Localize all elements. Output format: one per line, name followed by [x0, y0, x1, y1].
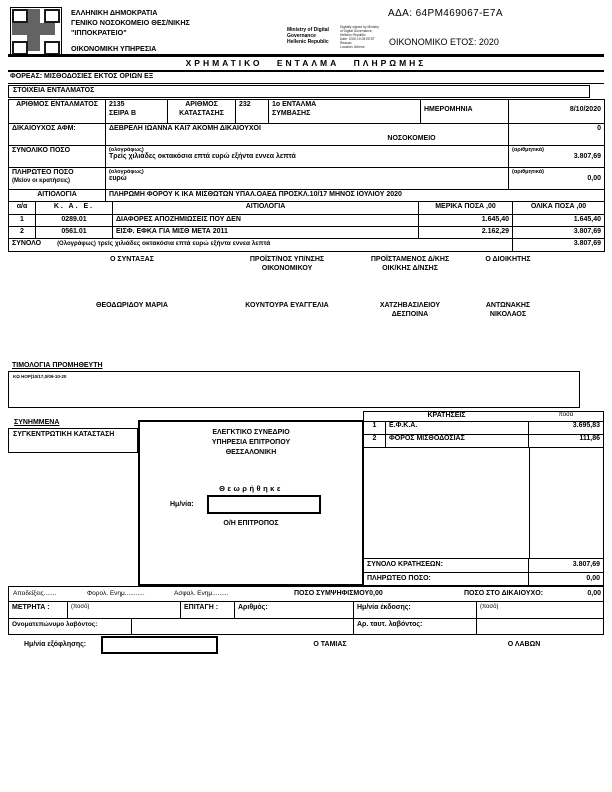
recipient-name-label: Ονοματεπώνυμο λαβόντος:	[9, 619, 132, 634]
withholdings-empty-area	[364, 448, 603, 558]
total-amount-words: Τρείς χιλιάδες οκτακόσια επτά ευρώ εξήντα εννεα λεπτά	[109, 153, 296, 161]
beneficiary-type: ΝΟΣΟΚΟΜΕΙΟ	[387, 135, 436, 142]
signature-role-1: Ο ΣΥΝΤΑΞΑΣ	[110, 256, 154, 263]
court-date-field	[207, 495, 321, 514]
ministry-line-3: Hellenic Republic	[287, 39, 329, 45]
offset-amount	[294, 590, 383, 599]
insurance-clearance-label: Ασφαλ. Ενημ.........	[174, 590, 229, 597]
stamp-line: Hellenic Republic	[340, 32, 366, 37]
statement-number-value: 232	[236, 100, 269, 124]
kae-sum-label: ΣΥΝΟΛΟ	[12, 240, 42, 247]
digital-signature-stamp	[340, 26, 395, 49]
innum-label: (αριθμητικά)	[512, 147, 544, 153]
stamp-line: Date: 2020.10.08 EEST	[340, 36, 375, 41]
offset-value: 0,00	[369, 590, 383, 597]
commissioner-label: Ο/Η ΕΠΙΤΡΟΠΟΣ	[223, 520, 279, 527]
beneficiary-cell	[106, 124, 509, 146]
logo-cross-horizontal-icon	[12, 23, 55, 35]
cashier-label: Ο ΤΑΜΙΑΣ	[313, 641, 347, 648]
payment-summary-row	[9, 587, 603, 602]
contract-order-line2: ΣΥΜΒΑΣΗΣ	[272, 109, 311, 117]
audit-court-box	[138, 420, 364, 586]
withholding-amount: 3.695,83	[529, 422, 603, 435]
stamp-line: of Digital Governance,	[340, 28, 373, 33]
kae-row-total: 3.807,69	[513, 227, 605, 239]
payable-num-cell	[509, 168, 605, 190]
beneficiary-afm: 0	[509, 124, 605, 146]
kae-row-desc: ΕΙΣΦ. ΕΦΚΑ ΓΙΑ ΜΙΣΘ ΜΕΤΑ 2011	[113, 227, 419, 239]
contract-order-cell	[269, 100, 421, 124]
withholdings-payable-label: ΠΛΗΡΩΤΕΟ ΠΟΣΟ:	[364, 573, 529, 586]
kae-header-code: Κ. Α. Ε.	[36, 202, 113, 215]
ministry-stamp-label	[287, 27, 339, 45]
signature-name-3: ΧΑΤΖΗΒΑΣΙΛΕΙΟΥ ΔΕΣΠΟΙΝΑ	[379, 302, 441, 318]
withholdings-table	[363, 411, 604, 586]
total-amount-words-cell	[106, 146, 509, 168]
payable-amount-label: ΠΛΗΡΩΤΕΟ ΠΟΣΟ	[12, 169, 74, 176]
issue-date-field: Ημ/νία έκδοσης:	[354, 602, 477, 618]
approved-label: Θεωρήθηκε	[219, 484, 283, 493]
total-amount-label: ΣΥΝΟΛΙΚΟ ΠΟΣΟ	[9, 146, 106, 168]
ministry-line-2: Governance	[287, 33, 316, 39]
recipient-row	[9, 619, 603, 634]
withholding-amount: 111,86	[529, 435, 603, 448]
innum-label: (αριθμητικά)	[512, 169, 544, 175]
withholdings-title: ΚΡΑΤΗΣΕΙΣ	[364, 412, 529, 422]
withholdings-column-divider	[529, 448, 530, 558]
kae-sum-words: τρείς χιλιάδες οκτακόσια επτά ευρώ εξήντα εννεα λεπτά	[97, 240, 271, 247]
check-label: ΕΠΙΤΑΓΗ :	[181, 602, 235, 618]
court-date-label: Ημ/νία:	[170, 501, 194, 508]
org-name-block	[71, 8, 190, 38]
kae-row-num: 2	[9, 227, 36, 239]
offset-label: ΠΟΣΟ ΣΥΜΨΗΦΙΣΜΟΥ	[294, 590, 370, 597]
recipient-id-label: Αρ. ταυτ. λαβόντος:	[354, 619, 477, 634]
date-label: ΗΜΕΡΟΜΗΝΙΑ	[421, 100, 509, 124]
receiver-label: Ο ΛΑΒΩΝ	[507, 641, 541, 648]
signature-role-4: Ο ΔΙΟΙΚΗΤΗΣ	[485, 256, 531, 263]
settlement-date-label: Ημ/νία εξόφλησης:	[24, 641, 87, 648]
logo-corner-icon	[44, 41, 60, 55]
table-row	[9, 215, 605, 227]
department-label: ΟΙΚΟΝΟΜΙΚΗ ΥΠΗΡΕΣΙΑ	[71, 44, 157, 53]
logo-corner-icon	[44, 9, 60, 23]
beneficiary-name: ΔΕΒΡΕΛΗ ΙΩΑΝΝΑ ΚΑΙ7 ΑΚΟΜΗ ΔΙΚΑΙΟΥΧΟΙ	[109, 125, 261, 132]
signature-name-4: ΑΝΤΩΝΑΚΗΣ ΝΙΚΟΛΑΟΣ	[485, 302, 531, 318]
payable-words-cell	[106, 168, 509, 190]
kae-header-num: α/α	[9, 202, 36, 215]
withholdings-total-label: ΣΥΝΟΛΟ ΚΡΑΤΗΣΕΩΝ:	[364, 559, 529, 573]
section-header-box	[8, 85, 590, 98]
payable-amount-label-cell	[9, 168, 106, 190]
withholdings-total-value: 3.807,69	[529, 559, 603, 573]
title-divider	[8, 70, 604, 72]
kae-row-partial: 2.162,29	[419, 227, 513, 239]
tax-clearance-label: Φορολ. Ενημ...........	[87, 590, 145, 597]
signature-name-2: ΚΟΥΝΤΟΥΡΑ ΕΥΑΓΓΕΛΙΑ	[245, 302, 329, 309]
audit-court-line1: ΕΛΕΓΚΤΙΚΟ ΣΥΝΕΔΡΙΟ	[212, 429, 290, 436]
receipts-label: Αποδείξεις.......	[13, 590, 57, 597]
kae-row-desc: ΔΙΑΦΟΡΕΣ ΑΠΟΖΗΜΙΩΣΕΙΣ ΠΟΥ ΔΕΝ	[113, 215, 419, 227]
audit-court-heading	[140, 422, 362, 458]
recipient-id-field	[477, 619, 603, 634]
cash-label: ΜΕΤΡΗΤΑ :	[9, 602, 68, 618]
signature-name-1: ΘΕΟΔΩΡΙΔΟΥ ΜΑΡΙΑ	[96, 302, 168, 309]
kae-sum-sublabel: (Ολογράφως)	[57, 241, 96, 247]
supplier-invoices-box	[8, 371, 580, 408]
cash-amount-field: (ποσό)	[68, 602, 181, 618]
withholdings-payable-value: 0,00	[586, 575, 600, 582]
table-row	[364, 435, 603, 448]
reason-label: ΑΙΤΙΟΛΟΓΙΑ	[9, 190, 106, 202]
order-number-label: ΑΡΙΘΜΟΣ ΕΝΤΑΛΜΑΤΟΣ	[9, 100, 106, 124]
reason-text: ΠΛΗΡΩΜΗ ΦΟΡΟΥ Κ ΙΚΑ ΜΙΣΘΩΤΩΝ ΥΠΑΛ.ΟΑΕΔ ΠΡΟΣΚΛ.10/17 ΜΗΝΟΣ ΙΟΥΛΙΟΥ 2020	[106, 190, 605, 202]
inwords-label: (ολογράφως)	[109, 169, 144, 175]
logo-corner-icon	[12, 41, 28, 55]
section-header-label: ΣΤΟΙΧΕΙΑ ΕΝΤΑΛΜΑΤΟΣ	[13, 87, 95, 94]
recipient-name-field	[132, 619, 354, 634]
withholding-name: ΦΟΡΟΣ ΜΙΣΘΟΔΟΣΙΑΣ	[386, 435, 529, 448]
org-line-1: ΕΛΛΗΝΙΚΗ ΔΗΜΟΚΡΑΤΙΑ	[71, 8, 158, 17]
org-line-2: ΓΕΝΙΚΟ ΝΟΣΟΚΟΜΕΙΟ ΘΕΣ/ΝΙΚΗΣ	[71, 18, 190, 27]
order-series: ΣΕΙΡΑ Β	[109, 109, 137, 117]
order-number-value: 2135	[109, 101, 125, 108]
withholding-num: 1	[364, 422, 386, 435]
kae-row-num: 1	[9, 215, 36, 227]
to-beneficiary-value: 0,00	[587, 590, 601, 597]
stamp-line: Reason:	[340, 40, 353, 45]
table-row	[364, 422, 603, 435]
kae-header-total: ΟΛΙΚΑ ΠΟΣΑ ,00	[513, 202, 605, 215]
payable-amount-words: ευρώ	[109, 175, 127, 183]
to-beneficiary-amount	[464, 590, 601, 599]
table-row	[9, 227, 605, 239]
kae-row-total: 1.645,40	[513, 215, 605, 227]
order-number-cell	[106, 100, 168, 124]
kae-table	[8, 201, 605, 252]
check-amount-field: (ποσό)	[480, 604, 499, 610]
kae-row-partial: 1.645,40	[419, 215, 513, 227]
withholdings-amount-header: ποσά	[529, 412, 603, 422]
withholding-num: 2	[364, 435, 386, 448]
kae-row-code: 0561.01	[36, 227, 113, 239]
kae-sum-cell	[9, 239, 513, 252]
to-beneficiary-label: ΠΟΣΟ ΣΤΟ ΔΙΚΑΙΟΥΧΟ:	[464, 590, 543, 597]
check-number-field: Αριθμός:	[235, 602, 354, 618]
payment-settlement-block	[8, 586, 604, 635]
total-amount-num-cell	[509, 146, 605, 168]
kae-row-code: 0289.01	[36, 215, 113, 227]
signature-role-3: ΠΡΟΪΣΤΑΜΕΝΟΣ Δ/ΚΗΣ ΟΙΚ/ΚΗΣ Δ/ΝΣΗΣ	[370, 256, 450, 272]
stamp-line: Location: Athens	[340, 44, 365, 49]
order-details-table	[8, 99, 605, 202]
foreas-divider	[8, 83, 604, 84]
audit-court-line2: ΥΠΗΡΕΣΙΑ ΕΠΙΤΡΟΠΟΥ	[211, 439, 291, 446]
payable-amount-sublabel: (Μείον οι κρατήσεις)	[12, 177, 71, 184]
hospital-logo	[10, 7, 62, 57]
foreas-line: ΦΟΡΕΑΣ: ΜΙΣΘΟΔΟΣΙΕΣ ΕΚΤΟΣ ΟΡΙΩΝ ΕΞ	[10, 73, 154, 80]
fiscal-year: ΟΙΚΟΝΟΜΙΚΟ ΕΤΟΣ: 2020	[389, 37, 499, 47]
supplier-invoices-note: ΚΩ ΗΟΡ|10/17,0/09-10-20	[13, 374, 67, 379]
supplier-invoices-label: ΤΙΜΟΛΟΓΙΑ ΠΡΟΜΗΘΕΥΤΗ	[12, 362, 103, 369]
inwords-label: (ολογράφως)	[109, 147, 144, 153]
attachments-label: ΣΥΝΗΜΜΕΝΑ	[14, 419, 60, 426]
ada-code: ΑΔΑ: 64ΡΜ469067-Ε7Α	[388, 8, 503, 19]
total-amount-value: 3.807,69	[573, 153, 601, 161]
header-divider	[8, 54, 604, 57]
ministry-line-1: Ministry of Digital	[287, 27, 329, 33]
withholding-name: Ε.Φ.Κ.Α.	[386, 422, 529, 435]
payment-method-row	[9, 602, 603, 619]
signature-role-2: ΠΡΟΪΣΤ/ΝΟΣ ΥΠ/ΝΣΗΣ ΟΙΚΟΝΟΜΙΚΟΥ	[249, 256, 325, 272]
date-value: 8/10/2020	[509, 100, 605, 124]
attachments-item: ΣΥΓΚΕΝΤΡΩΤΙΚΗ ΚΑΤΑΣΤΑΣΗ	[13, 431, 115, 438]
document-title: ΧΡΗΜΑΤΙΚΟ ΕΝΤΑΛΜΑ ΠΛΗΡΩΜΗΣ	[185, 58, 427, 68]
beneficiary-label: ΔΙΚΑΙΟΥΧΟΣ ΑΦΜ:	[9, 124, 106, 146]
logo-corner-icon	[12, 9, 28, 23]
attachments-box	[8, 428, 138, 453]
org-line-3: "ΙΠΠΟΚΡΑΤΕΙΟ"	[71, 28, 127, 37]
contract-order-line1: 1ο ΕΝΤΑΛΜΑ	[272, 101, 317, 108]
statement-number-label: ΑΡΙΘΜΟΣ ΚΑΤΑΣΤΑΣΗΣ	[168, 100, 236, 124]
audit-court-line3: ΘΕΣΣΑΛΟΝΙΚΗ	[225, 449, 277, 456]
settlement-date-field	[101, 636, 218, 654]
stamp-line: Digitally signed by Ministry	[340, 25, 379, 29]
kae-header-partial: ΜΕΡΙΚΑ ΠΟΣΑ ,00	[419, 202, 513, 215]
kae-header-desc: ΑΙΤΙΟΛΟΓΙΑ	[113, 202, 419, 215]
kae-sum-total: 3.807,69	[513, 239, 605, 252]
payable-amount-value: 0,00	[587, 175, 601, 183]
